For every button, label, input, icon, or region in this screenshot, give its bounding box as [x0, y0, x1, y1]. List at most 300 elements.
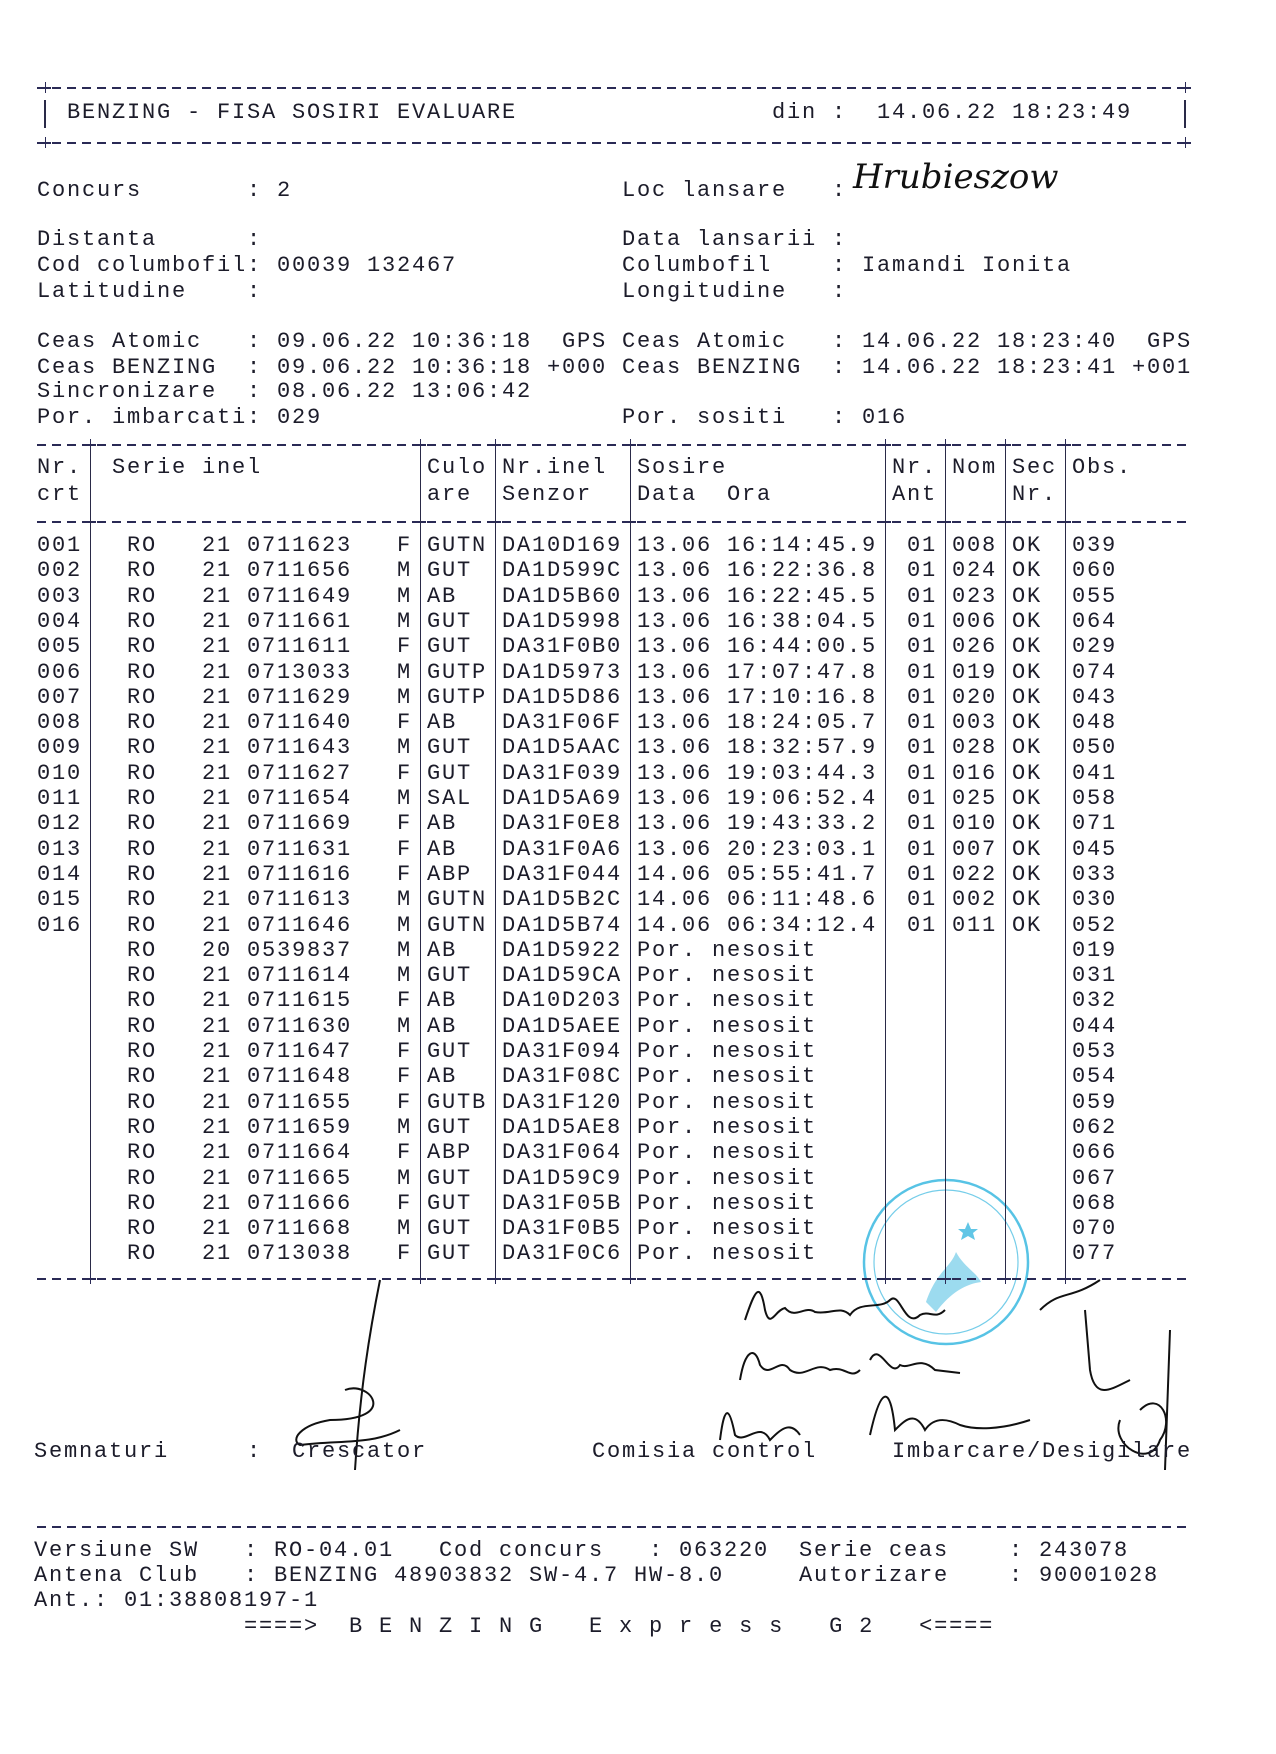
din-label: din: [772, 100, 818, 125]
nomination: 002: [952, 887, 998, 913]
sex: F: [397, 1140, 413, 1166]
nomination: 019: [952, 659, 998, 685]
sensor-id: DA31F0C6: [502, 1241, 623, 1267]
ring-number: 0711629: [247, 684, 353, 710]
header-row: [37, 101, 1237, 125]
sex: M: [397, 684, 413, 710]
ring-number: 0711656: [247, 558, 353, 584]
antenna-nr: 01: [907, 608, 938, 634]
footer-banner-row: [34, 1615, 1234, 1639]
color: GUT: [427, 735, 473, 761]
benzing-express-banner: ====> B E N Z I N G E x p r e s s G 2 <====: [244, 1614, 995, 1639]
arrival-status: Por. nesosit: [637, 1140, 818, 1166]
ring-country: RO: [127, 811, 158, 837]
observation: 070: [1072, 1216, 1118, 1242]
col-culoare-header: Culo: [427, 455, 488, 480]
observation: 053: [1072, 1039, 1118, 1064]
sositi-value: 016: [862, 405, 908, 430]
security-check: OK: [1012, 684, 1043, 710]
table-row: [37, 736, 1237, 760]
arrival-status: Por. nesosit: [637, 1241, 818, 1267]
info-cod-row: [37, 254, 1237, 278]
ring-country: RO: [127, 836, 158, 862]
sex: F: [397, 634, 413, 660]
colon: :: [247, 1439, 263, 1464]
arrival-time: 18:32:57.9: [727, 735, 878, 761]
column-divider: [420, 450, 422, 1274]
row-number: 016: [37, 912, 83, 938]
color: GUTN: [427, 887, 488, 913]
ring-year: 21: [202, 659, 233, 685]
color: GUT: [427, 1241, 473, 1267]
concurs-value: 2: [277, 178, 293, 203]
antena-value: BENZING 48903832 SW-4.7 HW-8.0: [274, 1563, 725, 1588]
ring-country: RO: [127, 1064, 158, 1090]
color: AB: [427, 811, 458, 837]
arrival-status: Por. nesosit: [637, 1165, 818, 1191]
security-check: OK: [1012, 634, 1043, 660]
header-top-border: [37, 87, 1187, 89]
sex: M: [397, 912, 413, 938]
table-row: [37, 1091, 1237, 1115]
security-check: OK: [1012, 583, 1043, 609]
ring-year: 21: [202, 1114, 233, 1140]
antenna-nr: 01: [907, 811, 938, 837]
arrival-status: Por. nesosit: [637, 1013, 818, 1039]
sensor-id: DA1D5B60: [502, 583, 623, 609]
sensor-id: DA31F120: [502, 1089, 623, 1115]
table-row: [37, 534, 1237, 558]
sex: M: [397, 963, 413, 989]
semnaturi-label: Semnaturi: [34, 1439, 170, 1464]
arrival-date: 13.06: [637, 760, 713, 786]
sex: M: [397, 1114, 413, 1140]
observation: 060: [1072, 558, 1118, 584]
colon: :: [247, 329, 263, 354]
ring-number: 0711666: [247, 1190, 353, 1216]
sensor-id: DA1D59C9: [502, 1165, 623, 1191]
color: GUTB: [427, 1089, 488, 1115]
ring-number: 0711661: [247, 608, 353, 634]
colon: :: [832, 279, 848, 304]
observation: 033: [1072, 861, 1118, 887]
colon: :: [247, 405, 263, 430]
col-nr-header: Nr.: [37, 455, 83, 480]
ring-country: RO: [127, 533, 158, 558]
report-datetime: 14.06.22 18:23:49: [877, 100, 1133, 125]
arrival-date: 13.06: [637, 608, 713, 634]
sensor-id: DA1D5A69: [502, 786, 623, 811]
colon: :: [247, 279, 263, 304]
footer-row-2: [34, 1564, 1234, 1588]
column-divider: [630, 450, 632, 1274]
sensor-id: DA31F064: [502, 1140, 623, 1166]
colon: :: [832, 253, 848, 278]
color: AB: [427, 583, 458, 609]
observation: 029: [1072, 634, 1118, 660]
colon: :: [1009, 1538, 1025, 1563]
separator-junction: [415, 1273, 426, 1284]
col-inel-header-2: Senzor: [502, 482, 593, 507]
ring-number: 0711654: [247, 786, 353, 811]
serie-ceas-value: 243078: [1039, 1538, 1130, 1563]
sensor-id: DA10D169: [502, 533, 623, 558]
arrival-status: Por. nesosit: [637, 1064, 818, 1090]
ring-number: 0539837: [247, 937, 353, 963]
ring-year: 21: [202, 786, 233, 811]
row-number: 001: [37, 533, 83, 558]
footer-row-1: [34, 1539, 1234, 1563]
col-ora-header: Ora: [727, 482, 773, 507]
ring-country: RO: [127, 937, 158, 963]
ring-number: 0711623: [247, 533, 353, 558]
ceas-benzing-row: [37, 356, 1237, 380]
sex: F: [397, 861, 413, 887]
table-row: [37, 661, 1237, 685]
observation: 077: [1072, 1241, 1118, 1267]
ring-number: 0711647: [247, 1039, 353, 1064]
row-number: 008: [37, 710, 83, 736]
arrival-date: 13.06: [637, 735, 713, 761]
ceas-benzing-label: Ceas BENZING: [37, 355, 218, 380]
table-row: [37, 939, 1237, 963]
arrival-time: 18:24:05.7: [727, 710, 878, 736]
columbofil-label: Columbofil: [622, 253, 773, 278]
color: GUT: [427, 608, 473, 634]
ring-country: RO: [127, 887, 158, 913]
arrival-time: 06:11:48.6: [727, 887, 878, 913]
ceas-benzing-end-diff: +001: [1132, 355, 1193, 380]
ring-year: 21: [202, 887, 233, 913]
separator-junction: [1060, 439, 1071, 450]
separator-junction: [940, 439, 951, 450]
colon: :: [244, 1563, 260, 1588]
ceas-atomic-row: [37, 330, 1237, 354]
sincronizare-value: 08.06.22 13:06:42: [277, 379, 533, 404]
ceas-benzing-start: 09.06.22 10:36:18: [277, 355, 533, 380]
separator-junction: [880, 439, 891, 450]
loc-lansare-handwritten: Hrubieszow: [853, 157, 1059, 197]
nomination: 006: [952, 608, 998, 634]
sensor-id: DA1D5B2C: [502, 887, 623, 913]
arrival-date: 13.06: [637, 811, 713, 837]
nomination: 008: [952, 533, 998, 558]
arrival-date: 14.06: [637, 861, 713, 887]
col-culoare-header-2: are: [427, 482, 473, 507]
colon: :: [832, 405, 848, 430]
ceas-atomic-start-src: GPS: [562, 329, 608, 354]
sositi-label: Por. sositi: [622, 405, 788, 430]
sex: F: [397, 988, 413, 1014]
color: GUT: [427, 1165, 473, 1191]
security-check: OK: [1012, 533, 1043, 558]
col-nr-header-2: crt: [37, 482, 83, 507]
arrival-status: Por. nesosit: [637, 1114, 818, 1140]
table-bottom-separator: [37, 1278, 1192, 1280]
data-lansarii-label: Data lansarii: [622, 227, 818, 252]
porumbei-row: [37, 406, 1237, 430]
nomination: 007: [952, 836, 998, 862]
sensor-id: DA31F044: [502, 861, 623, 887]
arrival-time: 17:10:16.8: [727, 684, 878, 710]
arrival-time: 06:34:12.4: [727, 912, 878, 938]
ceas-atomic-end: 14.06.22 18:23:40: [862, 329, 1118, 354]
table-row: [37, 888, 1237, 912]
sex: F: [397, 811, 413, 837]
color: GUTN: [427, 912, 488, 938]
ring-number: 0711613: [247, 887, 353, 913]
ring-number: 0711616: [247, 861, 353, 887]
ceas-benzing-start-diff: +000: [547, 355, 608, 380]
security-check: OK: [1012, 558, 1043, 584]
sex: F: [397, 1039, 413, 1064]
ring-number: 0711648: [247, 1064, 353, 1090]
table-header-row-1: [37, 456, 1237, 480]
ring-year: 21: [202, 912, 233, 938]
table-row: [37, 1217, 1237, 1241]
colon: :: [244, 1538, 260, 1563]
arrival-date: 13.06: [637, 659, 713, 685]
ring-number: 0711646: [247, 912, 353, 938]
columbofil-value: Iamandi Ionita: [862, 253, 1073, 278]
ring-country: RO: [127, 1013, 158, 1039]
security-check: OK: [1012, 760, 1043, 786]
sensor-id: DA10D203: [502, 988, 623, 1014]
col-serie-header: Serie inel: [112, 455, 263, 480]
report-title: BENZING - FISA SOSIRI EVALUARE: [67, 100, 518, 125]
ring-country: RO: [127, 1089, 158, 1115]
sex: M: [397, 1013, 413, 1039]
color: GUT: [427, 1039, 473, 1064]
ring-number: 0711614: [247, 963, 353, 989]
arrival-time: 19:06:52.4: [727, 786, 878, 811]
arrival-status: Por. nesosit: [637, 988, 818, 1014]
color: AB: [427, 836, 458, 862]
observation: 039: [1072, 533, 1118, 558]
ring-number: 0711665: [247, 1165, 353, 1191]
ring-country: RO: [127, 735, 158, 761]
ring-year: 21: [202, 760, 233, 786]
antenna-nr: 01: [907, 583, 938, 609]
ring-year: 21: [202, 836, 233, 862]
ring-year: 21: [202, 533, 233, 558]
ring-country: RO: [127, 634, 158, 660]
sex: M: [397, 1165, 413, 1191]
ring-number: 0711668: [247, 1216, 353, 1242]
header-box-corner: [40, 137, 51, 148]
ring-number: 0711669: [247, 811, 353, 837]
col-ant-header: Nr.: [892, 455, 938, 480]
arrival-date: 14.06: [637, 887, 713, 913]
antenna-nr: 01: [907, 558, 938, 584]
ring-year: 21: [202, 1089, 233, 1115]
observation: 055: [1072, 583, 1118, 609]
ring-country: RO: [127, 1114, 158, 1140]
observation: 054: [1072, 1064, 1118, 1090]
sensor-id: DA31F0B0: [502, 634, 623, 660]
col-sosire-header: Sosire: [637, 455, 728, 480]
table-row: [37, 863, 1237, 887]
ring-country: RO: [127, 558, 158, 584]
ceas-atomic-start: 09.06.22 10:36:18: [277, 329, 533, 354]
color: GUT: [427, 760, 473, 786]
sex: M: [397, 1216, 413, 1242]
nomination: 016: [952, 760, 998, 786]
antenna-nr: 01: [907, 684, 938, 710]
colon: :: [832, 178, 848, 203]
arrival-time: 19:03:44.3: [727, 760, 878, 786]
colon: :: [832, 227, 848, 252]
sensor-id: DA1D5998: [502, 608, 623, 634]
nomination: 010: [952, 811, 998, 837]
color: GUT: [427, 558, 473, 584]
separator-junction: [625, 1273, 636, 1284]
sensor-id: DA31F094: [502, 1039, 623, 1064]
arrival-time: 17:07:47.8: [727, 659, 878, 685]
sincronizare-label: Sincronizare: [37, 379, 218, 404]
sensor-id: DA1D5AEE: [502, 1013, 623, 1039]
observation: 032: [1072, 988, 1118, 1014]
arrival-time: 16:22:36.8: [727, 558, 878, 584]
antenna-nr: 01: [907, 760, 938, 786]
arrival-time: 20:23:03.1: [727, 836, 878, 862]
nomination: 028: [952, 735, 998, 761]
colon: :: [247, 253, 263, 278]
sensor-id: DA1D5B74: [502, 912, 623, 938]
sensor-id: DA31F06F: [502, 710, 623, 736]
antenna-nr: 01: [907, 533, 938, 558]
arrival-status: Por. nesosit: [637, 1089, 818, 1115]
row-number: 013: [37, 836, 83, 862]
antena-id: Ant.: 01:38808197-1: [34, 1588, 320, 1613]
ring-country: RO: [127, 1039, 158, 1064]
ring-number: 0711640: [247, 710, 353, 736]
security-check: OK: [1012, 735, 1043, 761]
table-row: [37, 610, 1237, 634]
table-row: [37, 1141, 1237, 1165]
arrival-time: 16:14:45.9: [727, 533, 878, 558]
table-top-separator: [37, 444, 1192, 446]
table-row: [37, 812, 1237, 836]
sex: M: [397, 659, 413, 685]
observation: 045: [1072, 836, 1118, 862]
row-number: 009: [37, 735, 83, 761]
observation: 050: [1072, 735, 1118, 761]
ring-country: RO: [127, 1190, 158, 1216]
sensor-id: DA31F0A6: [502, 836, 623, 862]
arrival-status: Por. nesosit: [637, 963, 818, 989]
color: GUTP: [427, 659, 488, 685]
ring-country: RO: [127, 912, 158, 938]
sensor-id: DA1D59CA: [502, 963, 623, 989]
sex: M: [397, 608, 413, 634]
row-number: 003: [37, 583, 83, 609]
sensor-id: DA31F0E8: [502, 811, 623, 837]
color: GUT: [427, 1216, 473, 1242]
colon: :: [832, 100, 848, 125]
observation: 067: [1072, 1165, 1118, 1191]
sex: M: [397, 583, 413, 609]
security-check: OK: [1012, 811, 1043, 837]
column-divider: [495, 450, 497, 1274]
sex: F: [397, 710, 413, 736]
column-divider: [90, 450, 92, 1274]
sensor-id: DA1D5AE8: [502, 1114, 623, 1140]
ring-year: 21: [202, 1241, 233, 1267]
observation: 052: [1072, 912, 1118, 938]
ring-country: RO: [127, 583, 158, 609]
observation: 019: [1072, 937, 1118, 963]
handwritten-signatures: [0, 1270, 1276, 1510]
row-number: 004: [37, 608, 83, 634]
antenna-nr: 01: [907, 912, 938, 938]
ring-country: RO: [127, 684, 158, 710]
color: AB: [427, 988, 458, 1014]
table-row: [37, 711, 1237, 735]
ring-year: 21: [202, 1064, 233, 1090]
nomination: 022: [952, 861, 998, 887]
colon: :: [832, 329, 848, 354]
arrival-status: Por. nesosit: [637, 1190, 818, 1216]
table-row: [37, 1116, 1237, 1140]
arrival-time: 16:22:45.5: [727, 583, 878, 609]
column-divider: [885, 450, 887, 1274]
ring-year: 21: [202, 1216, 233, 1242]
table-row: [37, 585, 1237, 609]
table-row: [37, 559, 1237, 583]
colon: :: [649, 1538, 665, 1563]
separator-junction: [85, 1273, 96, 1284]
table-row: [37, 1167, 1237, 1191]
ring-country: RO: [127, 659, 158, 685]
row-number: 002: [37, 558, 83, 584]
versiune-label: Versiune SW: [34, 1538, 200, 1563]
separator-junction: [490, 439, 501, 450]
ceas-benzing-label-right: Ceas BENZING: [622, 355, 803, 380]
ring-country: RO: [127, 963, 158, 989]
color: GUT: [427, 1190, 473, 1216]
row-number: 007: [37, 684, 83, 710]
sex: F: [397, 836, 413, 862]
ring-country: RO: [127, 710, 158, 736]
antenna-nr: 01: [907, 710, 938, 736]
separator-junction: [490, 1273, 501, 1284]
table-row: [37, 686, 1237, 710]
ring-number: 0713033: [247, 659, 353, 685]
table-row: [37, 914, 1237, 938]
nomination: 003: [952, 710, 998, 736]
observation: 068: [1072, 1190, 1118, 1216]
arrival-status: Por. nesosit: [637, 937, 818, 963]
sensor-id: DA1D5D86: [502, 684, 623, 710]
security-check: OK: [1012, 659, 1043, 685]
table-row: [37, 1040, 1237, 1064]
colon: :: [832, 355, 848, 380]
arrival-date: 13.06: [637, 583, 713, 609]
ring-country: RO: [127, 608, 158, 634]
sensor-id: DA1D599C: [502, 558, 623, 584]
row-number: 015: [37, 887, 83, 913]
imbarcare-signature-label: Imbarcare/Desigilare: [892, 1439, 1193, 1464]
col-ant-header-2: Ant: [892, 482, 938, 507]
cod-concurs-label: Cod concurs: [439, 1538, 605, 1563]
table-row: [37, 1065, 1237, 1089]
autorizare-value: 90001028: [1039, 1563, 1160, 1588]
sensor-id: DA31F039: [502, 760, 623, 786]
observation: 059: [1072, 1089, 1118, 1115]
crescator-signature-label: Crescator: [292, 1439, 428, 1464]
ring-year: 21: [202, 1039, 233, 1064]
